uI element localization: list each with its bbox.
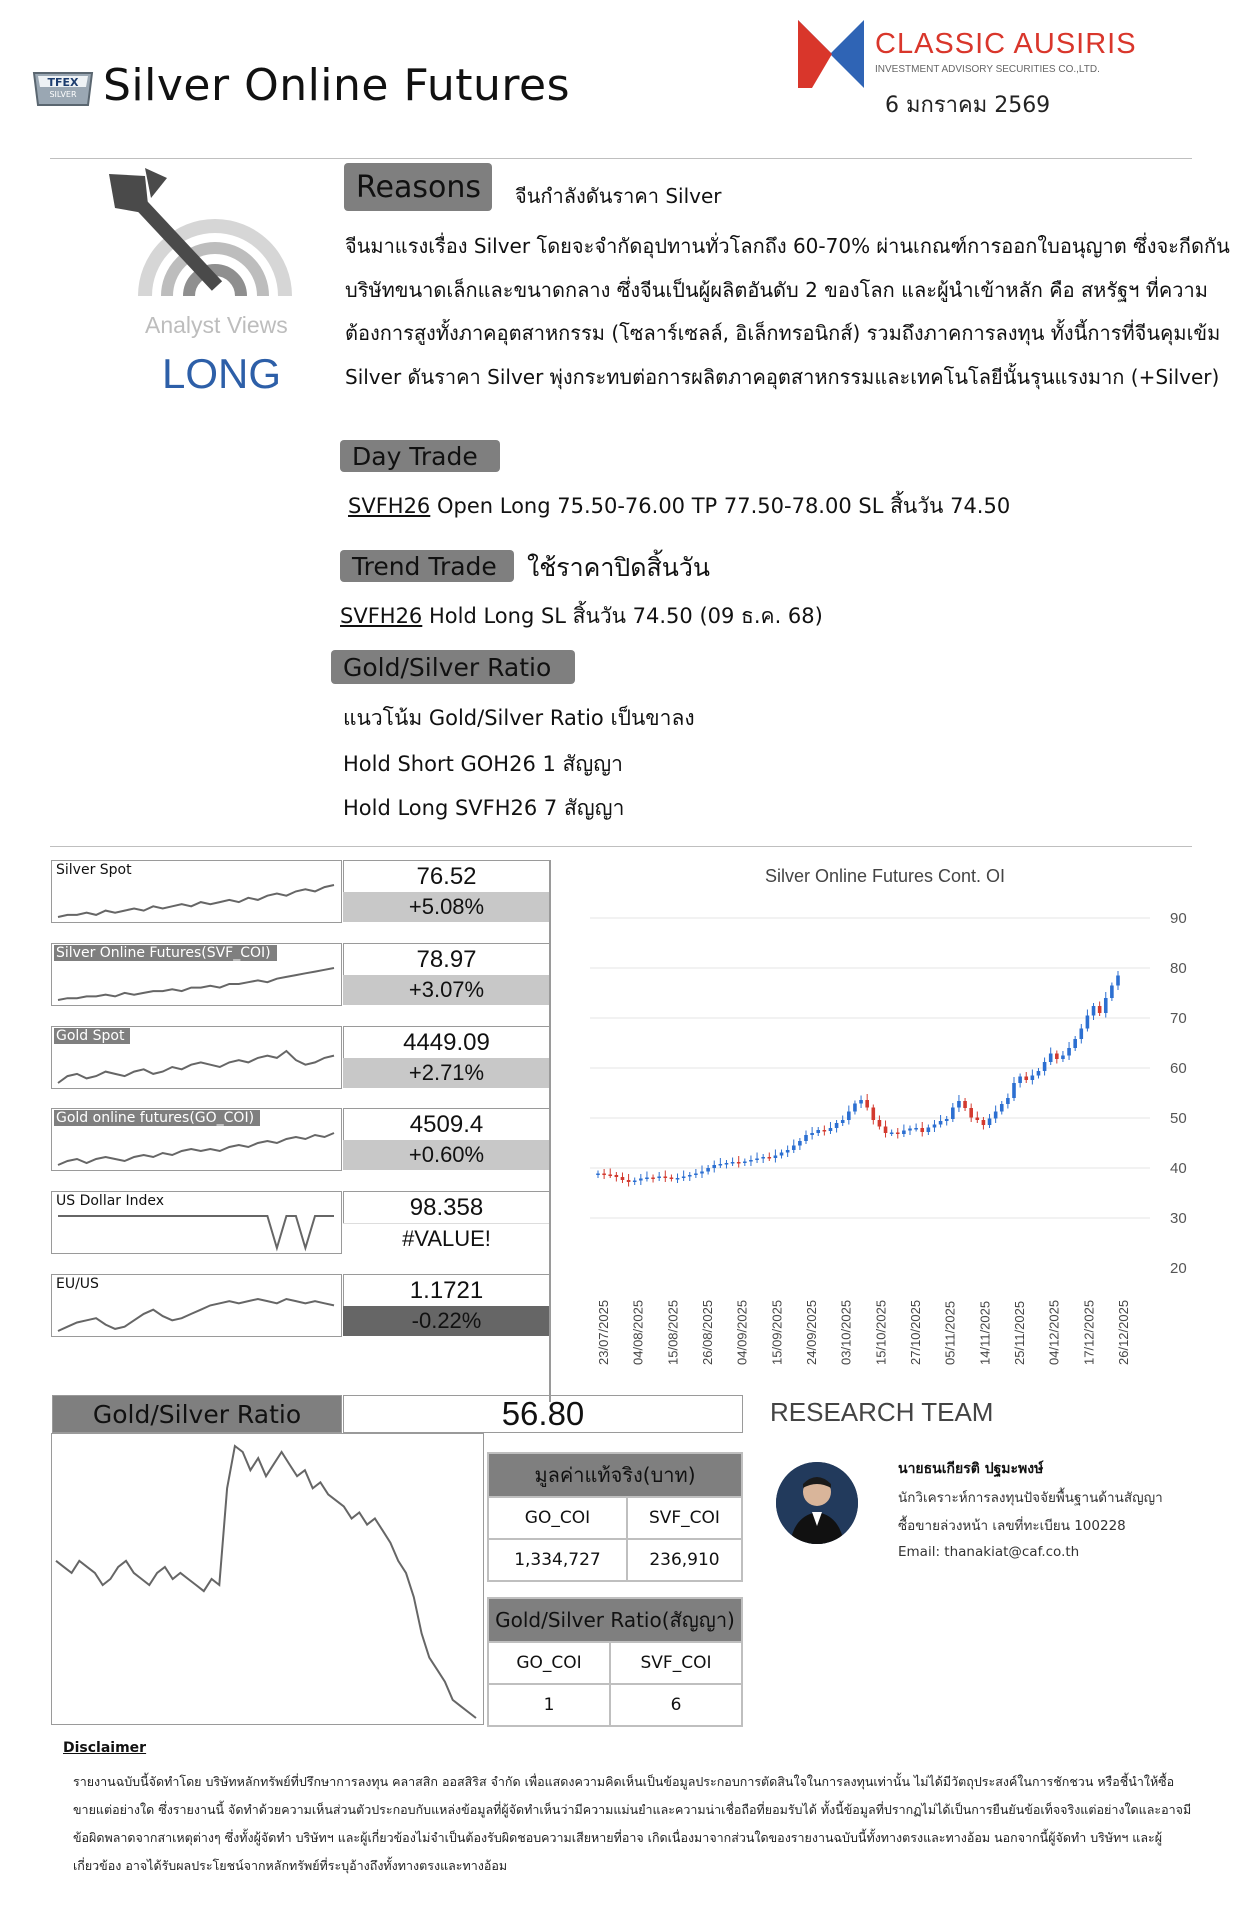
candle-body — [731, 1162, 735, 1164]
candle-body — [1018, 1077, 1022, 1084]
sparkline-path — [58, 1216, 334, 1248]
candle-body — [602, 1174, 606, 1176]
x-tick-label: 15/09/2025 — [769, 1299, 785, 1365]
candle-body — [902, 1131, 906, 1135]
real-value-svf: 236,910 — [627, 1539, 742, 1581]
candle-body — [694, 1174, 698, 1176]
candle-body — [939, 1121, 943, 1125]
sparkline-path — [58, 968, 334, 1000]
analyst-photo — [776, 1462, 858, 1544]
x-tick-label: 27/10/2025 — [908, 1299, 923, 1365]
divider — [50, 846, 1192, 847]
sparkline-path — [58, 1299, 334, 1331]
analyst-name: นายธนเกียรติ ปฐมะพงษ์ — [898, 1461, 1044, 1477]
disclaimer-heading: Disclaimer — [63, 1740, 147, 1756]
candle-body — [914, 1128, 918, 1130]
disclaimer-text: รายงานฉบับนี้จัดทำโดย บริษัทหลักทรัพย์ที่ปรึกษาการลงทุน คลาสสิก ออสสิริส จำกัด เพื่อแสดงความคิดเห็นเป็นข้อมูลประกอบการตัดสินใจในการลงทุนเท่านั้น ไม่ได้มีวัตถุประสงค์ในการชักชวน หรือชี้นำให้ซื้อขายแต่อย่างใด ซึ่งรายงานนี้ จัดทำด้วยความเห็นส่วนตัวประกอบกับแหล่งข้อมูลที่ผู้จัดทำเห็นว่ามีความแม่นยำและความน่าเชื่อถือที่ยอมรับได้ ทั้งนี้ข้อมูลที่ปรากฏไม่ได้เป็นการยืนยันข้อเท็จจริงแต่อย่างใดและอาจมีข้อผิดพลาดจากสาเหตุต่างๆ ซึ่งทั้งผู้จัดทำ บริษัทฯ และผู้เกี่ยวข้องไม่จำเป็นต้องรับผิดชอบความเสียหายที่อาจ เกิดเนื่องมาจากส่วนใดของรายงานฉบับนี้ทั้งทางตรงและทางอ้อม นอกจากนี้ผู้จัดทำ บริษัทฯ และผู้เกี่ยวข้อง อาจได้รับผลประโยชน์จากหลักทรัพย์ที่ระบุอ้างถึงทั้งทางตรงและทางอ้อม — [73, 1774, 1192, 1873]
day-trade-text: Open Long 75.50-76.00 TP 77.50-78.00 SL สิ้นวัน 74.50 — [430, 494, 1011, 518]
candle-body — [896, 1133, 900, 1135]
candle-body — [920, 1128, 924, 1132]
svg-text:SILVER: SILVER — [49, 90, 77, 99]
brand-name: CLASSIC AUSIRIS — [875, 28, 1137, 60]
market-change: +3.07% — [343, 975, 550, 1005]
candle-body — [615, 1175, 619, 1177]
candle-body — [1116, 976, 1120, 986]
candle-body — [945, 1119, 949, 1121]
market-label: Gold Spot — [54, 1028, 130, 1044]
market-label: EU/US — [54, 1276, 105, 1292]
candle-body — [975, 1118, 979, 1121]
candle-body — [780, 1153, 784, 1156]
candle-body — [841, 1120, 845, 1123]
ratio-svf: 6 — [610, 1684, 742, 1726]
candle-body — [670, 1178, 674, 1180]
candle-body — [1037, 1071, 1041, 1076]
candle-body — [816, 1130, 820, 1133]
candle-body — [657, 1177, 661, 1179]
x-tick-label: 26/08/2025 — [700, 1299, 715, 1365]
candle-body — [1055, 1054, 1059, 1060]
market-change: -0.22% — [343, 1306, 550, 1336]
x-tick-label: 04/12/2025 — [1046, 1299, 1062, 1365]
candle-body — [663, 1177, 667, 1179]
candle-body — [982, 1120, 986, 1125]
candle-body — [1049, 1054, 1053, 1063]
candle-body — [792, 1146, 796, 1151]
candle-body — [963, 1101, 967, 1108]
ratio-col-go: GO_COI — [488, 1642, 610, 1684]
target-icon — [105, 168, 295, 312]
x-tick-label: 14/11/2025 — [977, 1300, 993, 1365]
candle-body — [767, 1157, 771, 1159]
candle-body — [994, 1112, 998, 1119]
candle-body — [1073, 1039, 1077, 1048]
x-tick-label: 26/12/2025 — [1116, 1299, 1131, 1365]
real-value-col-svf: SVF_COI — [627, 1497, 742, 1539]
y-tick-label: 70 — [1170, 1010, 1187, 1027]
candle-body — [859, 1100, 863, 1104]
sparkline-path — [58, 1051, 334, 1083]
reasons-label: Reasons — [344, 163, 492, 211]
ratio-col-svf: SVF_COI — [610, 1642, 742, 1684]
candle-body — [957, 1101, 961, 1108]
candle-body — [969, 1108, 973, 1118]
market-change: +0.60% — [343, 1140, 550, 1170]
market-label: Silver Spot — [54, 862, 138, 878]
candle-body — [878, 1120, 882, 1127]
market-label: Gold online futures(GO_COI) — [54, 1110, 260, 1126]
real-value-header: มูลค่าแท้จริง(บาท) — [488, 1453, 742, 1497]
silver-futures-chart — [580, 890, 1220, 1390]
reason-paragraph: จีนมาแรงเรื่อง Silver โดยจะจำกัดอุปทานทั่วโลกถึง 60-70% ผ่านเกณฑ์การออกใบอนุญาต ซึ่งจะกีดกันบริษัทขนาดเล็กและขนาดกลาง ซึ่งจีนเป็นผู้ผลิตอันดับ 2 ของโลก และผู้นำเข้าหลัก คือ สหรัฐฯ ที่ความต้องการสูงทั้งภาคอุตสาหกรรม (โซลาร์เซลล์, อิเล็กทรอนิกส์) รวมถึงภาคการลงทุน ทั้งนี้การที่จีนคุมเข้ม Silver ดันราคา Silver พุ่งกระทบต่อการผลิตภาคอุตสาหกรรมและเทคโนโลยีนั้นรุนแรงมาก (+Silver) — [345, 234, 1230, 389]
analyst-email: Email: thanakiat@caf.co.th — [898, 1544, 1080, 1560]
y-tick-label: 50 — [1170, 1110, 1187, 1127]
market-value: 76.52 — [343, 860, 550, 892]
candle-body — [761, 1157, 765, 1159]
x-tick-label: 15/10/2025 — [873, 1299, 889, 1365]
svg-text:TFEX: TFEX — [47, 76, 79, 89]
candle-body — [1098, 1006, 1102, 1013]
candle-body — [712, 1165, 716, 1168]
analyst-views-label: Analyst Views — [145, 312, 288, 338]
candle-body — [804, 1135, 808, 1141]
trend-trade-line — [340, 600, 823, 633]
y-tick-label: 80 — [1170, 960, 1187, 977]
market-row-sparkline — [51, 1191, 342, 1254]
x-tick-label: 05/11/2025 — [942, 1300, 958, 1365]
candle-body — [719, 1164, 723, 1166]
sparkline-path — [58, 885, 334, 917]
candle-body — [927, 1128, 931, 1133]
candle-body — [1104, 998, 1108, 1013]
market-value: 78.97 — [343, 943, 550, 975]
candle-body — [774, 1156, 778, 1159]
day-trade-line — [348, 490, 1010, 523]
candle-body — [633, 1181, 637, 1183]
market-row-sparkline — [51, 1026, 342, 1089]
report-date: 6 มกราคม 2569 — [885, 93, 1051, 118]
real-value-table — [487, 1452, 743, 1582]
market-change: +5.08% — [343, 892, 550, 922]
candle-body — [627, 1180, 631, 1182]
market-row-sparkline — [51, 860, 342, 923]
candle-body — [688, 1175, 692, 1177]
candle-body — [700, 1172, 704, 1174]
gold-silver-ratio-label: Gold/Silver Ratio — [331, 650, 575, 684]
candle-body — [676, 1178, 680, 1180]
candle-body — [884, 1127, 888, 1134]
trend-trade-note: ใช้ราคาปิดสิ้นวัน — [527, 553, 710, 582]
gsr-box-label: Gold/Silver Ratio — [52, 1395, 342, 1433]
candle-body — [1024, 1077, 1028, 1081]
candle-body — [853, 1104, 857, 1112]
real-value-col-go: GO_COI — [488, 1497, 627, 1539]
market-value: 4449.09 — [343, 1026, 550, 1058]
gsr-value: 56.80 — [343, 1395, 743, 1433]
candle-body — [639, 1179, 643, 1181]
candle-body — [651, 1178, 655, 1180]
ratio-go: 1 — [488, 1684, 610, 1726]
market-value: 98.358 — [343, 1191, 550, 1223]
candle-body — [951, 1108, 955, 1120]
candle-body — [596, 1174, 600, 1176]
x-tick-label: 15/08/2025 — [665, 1299, 681, 1365]
candle-body — [871, 1108, 875, 1121]
x-tick-label: 25/11/2025 — [1012, 1300, 1027, 1365]
candle-body — [1012, 1083, 1016, 1098]
reason-title: จีนกำลังดันราคา Silver — [515, 184, 722, 208]
x-tick-label: 24/09/2025 — [804, 1299, 819, 1365]
candle-body — [810, 1133, 814, 1135]
candle-body — [645, 1178, 649, 1180]
tfex-silver-logo — [30, 67, 96, 111]
analyst-role: นักวิเคราะห์การลงทุนปัจจัยพื้นฐานด้านสัญญา — [898, 1490, 1163, 1506]
candle-body — [1067, 1048, 1071, 1056]
market-label: Silver Online Futures(SVF_COI) — [54, 945, 277, 961]
candle-body — [823, 1130, 827, 1132]
y-tick-label: 60 — [1170, 1060, 1187, 1077]
y-tick-label: 30 — [1170, 1210, 1187, 1227]
gsr-chart — [51, 1433, 484, 1725]
candle-body — [908, 1129, 912, 1131]
candle-body — [706, 1168, 710, 1172]
candle-body — [1006, 1098, 1010, 1104]
analyst-view: LONG — [162, 350, 282, 397]
candle-body — [865, 1100, 869, 1108]
candle-body — [621, 1177, 625, 1180]
candle-body — [749, 1160, 753, 1162]
candle-body — [1086, 1016, 1090, 1029]
candle-body — [725, 1163, 729, 1165]
market-change: +2.71% — [343, 1058, 550, 1088]
candle-body — [608, 1175, 612, 1177]
x-tick-label: 17/12/2025 — [1081, 1299, 1097, 1365]
market-label: US Dollar Index — [54, 1193, 170, 1209]
company-logo-icon — [798, 20, 864, 92]
y-tick-label: 40 — [1170, 1160, 1187, 1177]
x-tick-label: 03/10/2025 — [838, 1299, 854, 1365]
candle-body — [1079, 1029, 1083, 1040]
y-tick-label: 90 — [1170, 910, 1187, 927]
x-tick-label: 04/08/2025 — [630, 1299, 646, 1365]
x-tick-label: 23/07/2025 — [596, 1299, 611, 1365]
ratio-contracts-table — [487, 1597, 743, 1727]
y-tick-label: 20 — [1170, 1260, 1187, 1277]
trend-trade-symbol: SVFH26 — [340, 604, 423, 628]
candle-body — [890, 1133, 894, 1135]
research-team-label: RESEARCH TEAM — [770, 1397, 994, 1427]
day-trade-label: Day Trade — [340, 440, 500, 472]
gs-line-1: แนวโน้ม Gold/Silver Ratio เป็นขาลง — [343, 706, 695, 730]
candle-body — [1061, 1056, 1065, 1060]
market-row-sparkline — [51, 943, 342, 1006]
sparkline-path — [58, 1133, 334, 1165]
candle-body — [847, 1112, 851, 1121]
candle-body — [682, 1177, 686, 1179]
candle-body — [1092, 1006, 1096, 1016]
market-change: #VALUE! — [343, 1223, 550, 1254]
candle-body — [743, 1162, 747, 1164]
market-panel-right-border — [549, 860, 551, 1402]
candle-body — [1110, 986, 1114, 999]
candle-body — [1031, 1076, 1035, 1081]
candle-body — [835, 1123, 839, 1128]
gs-line-3: Hold Long SVFH26 7 สัญญา — [343, 796, 625, 820]
day-trade-symbol: SVFH26 — [348, 494, 431, 518]
market-row-sparkline — [51, 1274, 342, 1337]
chart-title: Silver Online Futures Cont. OI — [764, 866, 1006, 886]
trend-trade-label: Trend Trade — [340, 550, 514, 582]
brand-subtitle: INVESTMENT ADVISORY SECURITIES CO.,LTD. — [875, 64, 1100, 75]
analyst-license: ซื้อขายล่วงหน้า เลขที่ทะเบียน 100228 — [898, 1518, 1126, 1534]
candle-body — [737, 1162, 741, 1164]
candle-body — [1000, 1104, 1004, 1112]
gsr-sparkline-path — [56, 1446, 476, 1718]
gs-line-2: Hold Short GOH26 1 สัญญา — [343, 752, 623, 776]
market-value: 4509.4 — [343, 1108, 550, 1140]
ratio-contracts-header: Gold/Silver Ratio(สัญญา) — [488, 1598, 742, 1642]
candle-body — [786, 1150, 790, 1153]
market-value: 1.1721 — [343, 1274, 550, 1306]
market-row-sparkline — [51, 1108, 342, 1171]
candle-body — [829, 1128, 833, 1131]
candle-body — [933, 1125, 937, 1128]
candle-body — [1043, 1062, 1047, 1071]
candle-body — [988, 1119, 992, 1126]
x-tick-label: 04/09/2025 — [734, 1299, 750, 1365]
divider — [50, 158, 1192, 159]
candle-body — [755, 1159, 759, 1161]
trend-trade-text: Hold Long SL สิ้นวัน 74.50 (09 ธ.ค. 68) — [422, 604, 823, 628]
real-value-go: 1,334,727 — [488, 1539, 627, 1581]
page-title: Silver Online Futures — [103, 60, 571, 111]
candle-body — [798, 1141, 802, 1146]
